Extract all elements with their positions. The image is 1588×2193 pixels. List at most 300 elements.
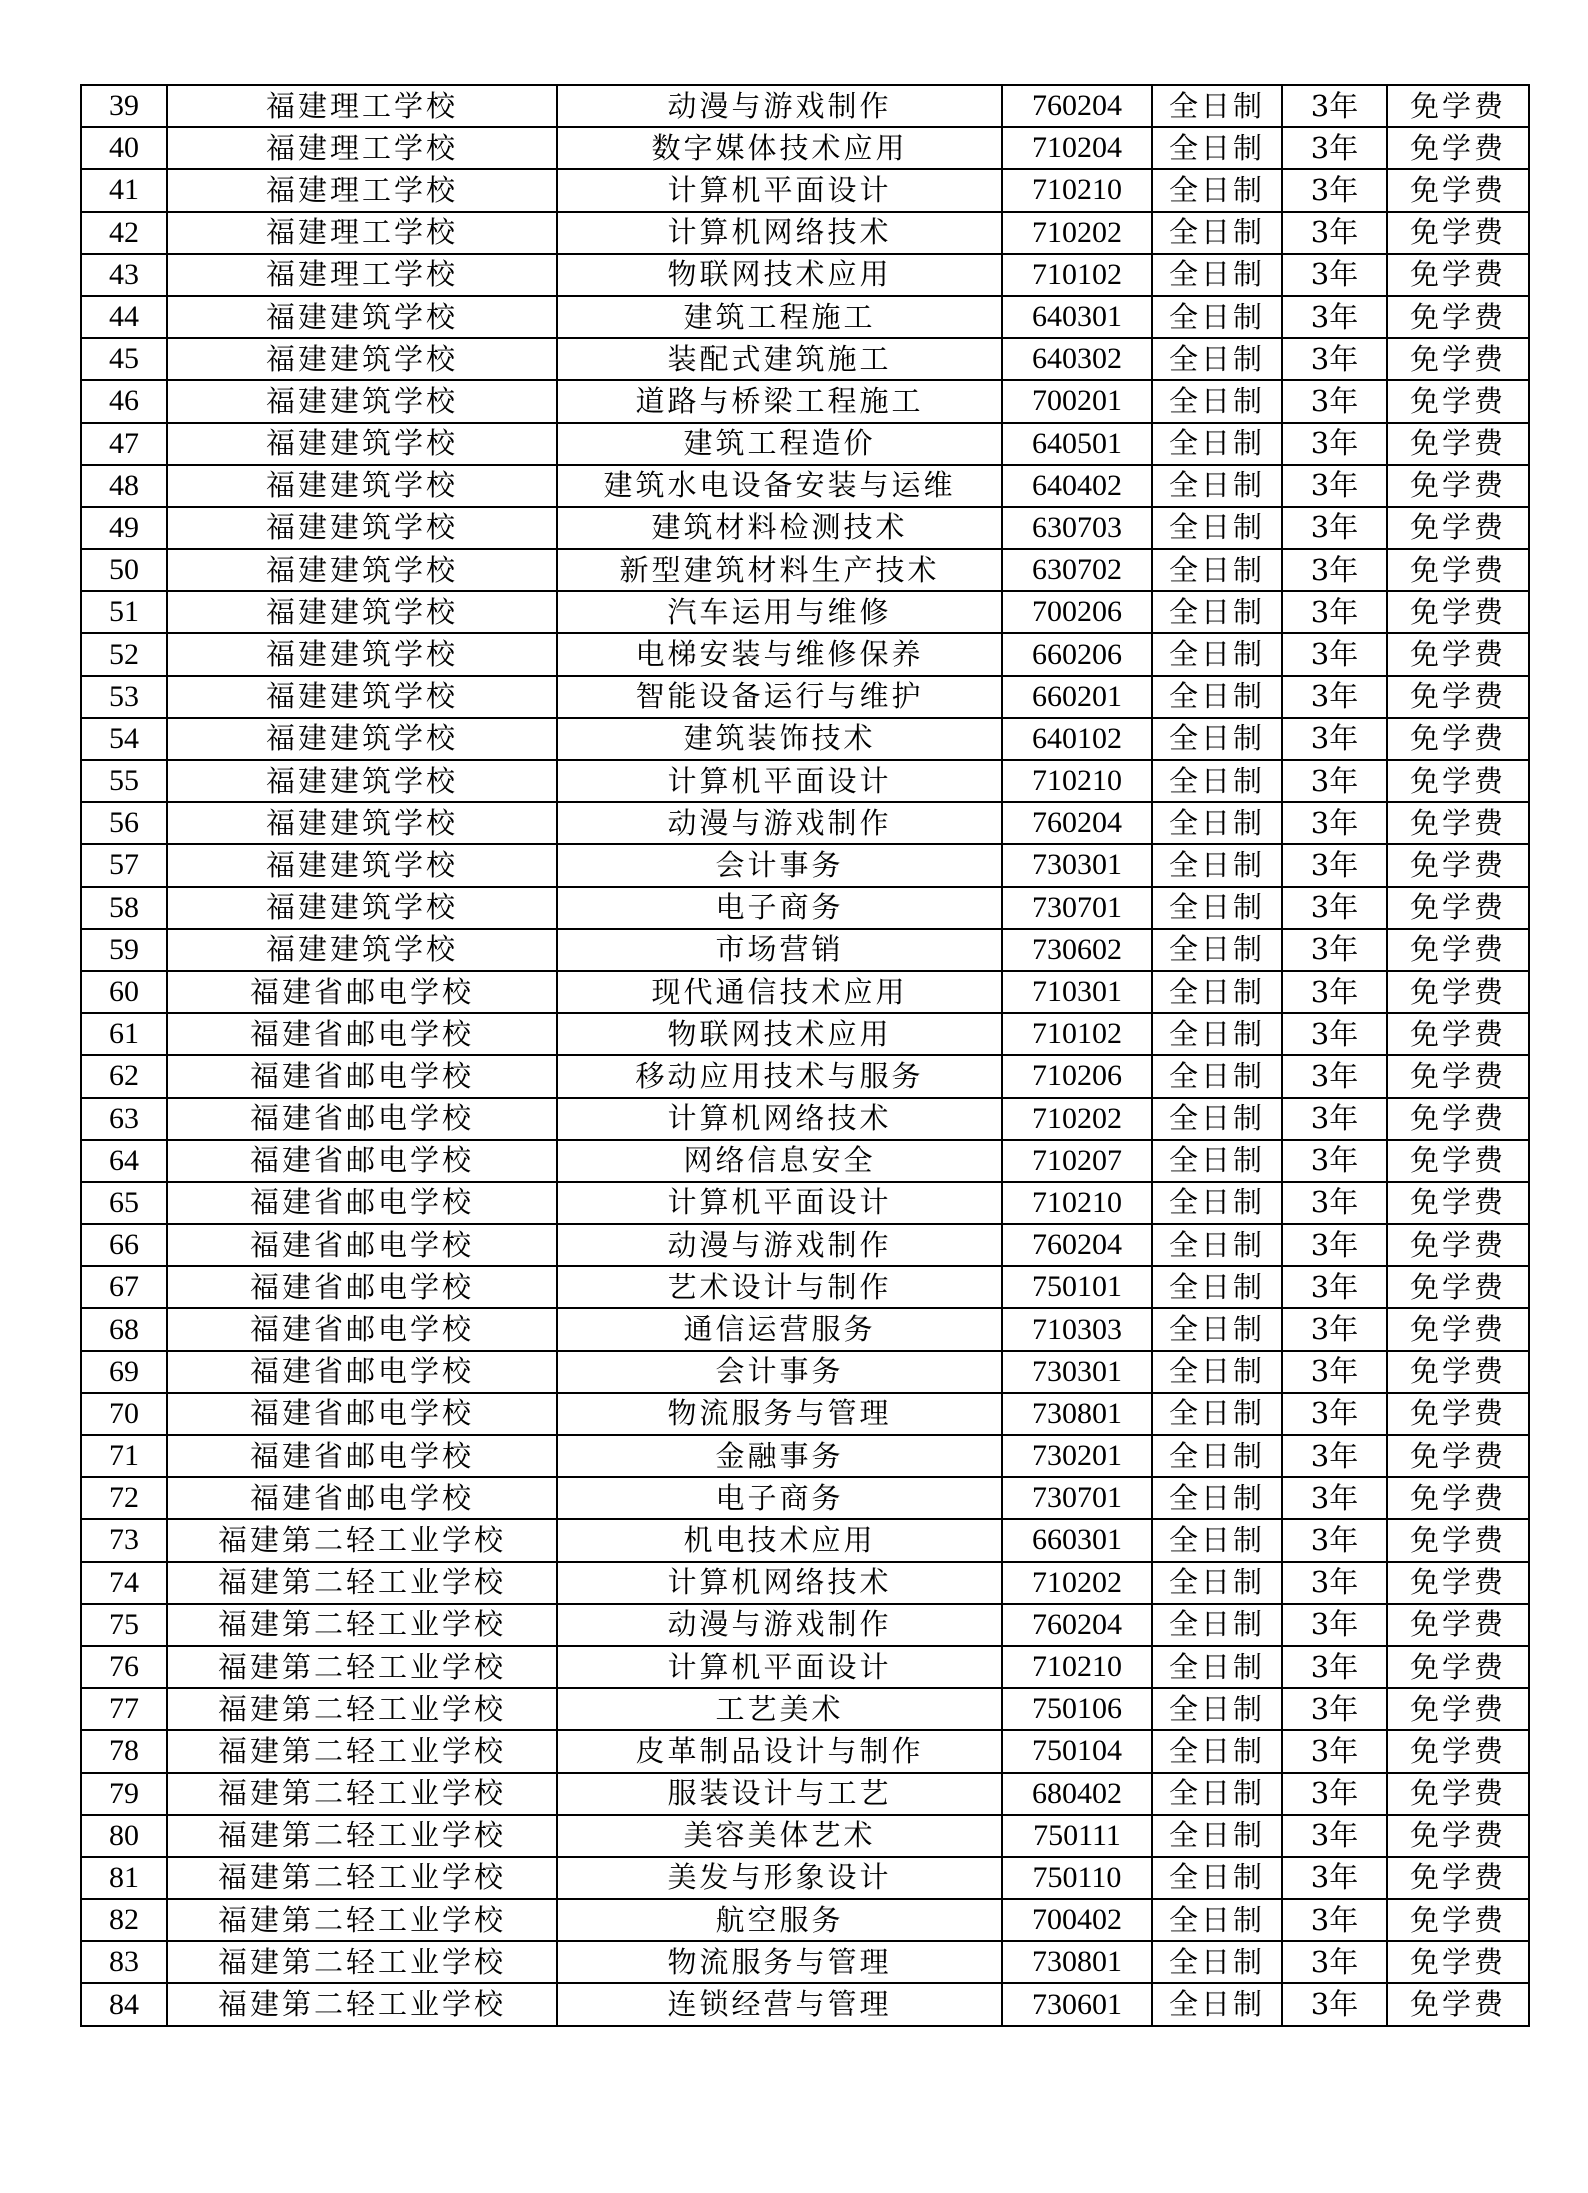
- table-row: [81, 887, 1529, 929]
- study-mode: 全日制: [1152, 676, 1282, 718]
- study-mode: 全日制: [1152, 212, 1282, 254]
- table-row: [81, 1519, 1529, 1561]
- study-mode: 全日制: [1152, 802, 1282, 844]
- school-name: 福建理工学校: [167, 85, 557, 127]
- row-number: 77: [81, 1688, 167, 1730]
- row-number: 39: [81, 85, 167, 127]
- major-code: 710301: [1002, 971, 1152, 1013]
- table-row: [81, 1773, 1529, 1815]
- tuition-status: 免学费: [1387, 802, 1529, 844]
- study-mode: 全日制: [1152, 971, 1282, 1013]
- major-code: 730301: [1002, 1351, 1152, 1393]
- table-row: [81, 1435, 1529, 1477]
- table-body: [81, 85, 1529, 2026]
- study-years: 3年: [1282, 85, 1387, 127]
- table-row: [81, 718, 1529, 760]
- major-name: 建筑工程造价: [557, 423, 1002, 465]
- study-years: 3年: [1282, 380, 1387, 422]
- study-mode: 全日制: [1152, 1351, 1282, 1393]
- row-number: 75: [81, 1604, 167, 1646]
- major-name: 装配式建筑施工: [557, 338, 1002, 380]
- tuition-status: 免学费: [1387, 1477, 1529, 1519]
- table-row: [81, 338, 1529, 380]
- row-number: 50: [81, 549, 167, 591]
- tuition-status: 免学费: [1387, 1562, 1529, 1604]
- study-years: 3年: [1282, 1815, 1387, 1857]
- row-number: 82: [81, 1899, 167, 1941]
- major-code: 730801: [1002, 1393, 1152, 1435]
- study-mode: 全日制: [1152, 549, 1282, 591]
- row-number: 71: [81, 1435, 167, 1477]
- school-name: 福建建筑学校: [167, 549, 557, 591]
- tuition-status: 免学费: [1387, 844, 1529, 886]
- row-number: 81: [81, 1857, 167, 1899]
- row-number: 57: [81, 844, 167, 886]
- major-name: 金融事务: [557, 1435, 1002, 1477]
- major-code: 730301: [1002, 844, 1152, 886]
- study-mode: 全日制: [1152, 296, 1282, 338]
- table-row: [81, 1140, 1529, 1182]
- school-name: 福建省邮电学校: [167, 1477, 557, 1519]
- major-name: 服装设计与工艺: [557, 1773, 1002, 1815]
- study-years: 3年: [1282, 1435, 1387, 1477]
- row-number: 49: [81, 507, 167, 549]
- tuition-status: 免学费: [1387, 212, 1529, 254]
- row-number: 72: [81, 1477, 167, 1519]
- table-row: [81, 1604, 1529, 1646]
- school-name: 福建省邮电学校: [167, 1140, 557, 1182]
- study-mode: 全日制: [1152, 1688, 1282, 1730]
- tuition-status: 免学费: [1387, 1773, 1529, 1815]
- study-years: 3年: [1282, 1140, 1387, 1182]
- row-number: 40: [81, 127, 167, 169]
- document-page: [80, 84, 1528, 2027]
- major-name: 电子商务: [557, 1477, 1002, 1519]
- major-code: 760204: [1002, 1224, 1152, 1266]
- major-code: 710210: [1002, 169, 1152, 211]
- table-row: [81, 1182, 1529, 1224]
- study-years: 3年: [1282, 1562, 1387, 1604]
- study-mode: 全日制: [1152, 633, 1282, 675]
- major-name: 新型建筑材料生产技术: [557, 549, 1002, 591]
- major-code: 730602: [1002, 929, 1152, 971]
- school-name: 福建省邮电学校: [167, 1393, 557, 1435]
- major-code: 710210: [1002, 760, 1152, 802]
- major-name: 建筑水电设备安装与运维: [557, 465, 1002, 507]
- study-years: 3年: [1282, 127, 1387, 169]
- major-code: 660201: [1002, 676, 1152, 718]
- school-name: 福建第二轻工业学校: [167, 1519, 557, 1561]
- row-number: 69: [81, 1351, 167, 1393]
- study-years: 3年: [1282, 633, 1387, 675]
- major-name: 通信运营服务: [557, 1308, 1002, 1350]
- study-mode: 全日制: [1152, 1773, 1282, 1815]
- table-row: [81, 1899, 1529, 1941]
- major-name: 智能设备运行与维护: [557, 676, 1002, 718]
- study-years: 3年: [1282, 212, 1387, 254]
- major-name: 建筑装饰技术: [557, 718, 1002, 760]
- row-number: 61: [81, 1013, 167, 1055]
- table-row: [81, 549, 1529, 591]
- major-name: 建筑工程施工: [557, 296, 1002, 338]
- row-number: 76: [81, 1646, 167, 1688]
- table-row: [81, 1688, 1529, 1730]
- major-code: 750104: [1002, 1730, 1152, 1772]
- study-mode: 全日制: [1152, 1393, 1282, 1435]
- major-name: 艺术设计与制作: [557, 1266, 1002, 1308]
- tuition-status: 免学费: [1387, 1815, 1529, 1857]
- study-mode: 全日制: [1152, 718, 1282, 760]
- major-code: 640402: [1002, 465, 1152, 507]
- row-number: 46: [81, 380, 167, 422]
- school-name: 福建理工学校: [167, 127, 557, 169]
- study-mode: 全日制: [1152, 85, 1282, 127]
- major-name: 计算机平面设计: [557, 1182, 1002, 1224]
- major-code: 730601: [1002, 1983, 1152, 2025]
- tuition-status: 免学费: [1387, 1519, 1529, 1561]
- tuition-status: 免学费: [1387, 971, 1529, 1013]
- table-row: [81, 633, 1529, 675]
- major-name: 电梯安装与维修保养: [557, 633, 1002, 675]
- tuition-status: 免学费: [1387, 1055, 1529, 1097]
- school-name: 福建第二轻工业学校: [167, 1857, 557, 1899]
- major-code: 640501: [1002, 423, 1152, 465]
- major-code: 710206: [1002, 1055, 1152, 1097]
- study-mode: 全日制: [1152, 1646, 1282, 1688]
- row-number: 63: [81, 1098, 167, 1140]
- study-years: 3年: [1282, 1730, 1387, 1772]
- study-mode: 全日制: [1152, 1013, 1282, 1055]
- study-years: 3年: [1282, 802, 1387, 844]
- table-row: [81, 465, 1529, 507]
- school-name: 福建第二轻工业学校: [167, 1646, 557, 1688]
- major-code: 710202: [1002, 1562, 1152, 1604]
- major-code: 750101: [1002, 1266, 1152, 1308]
- row-number: 45: [81, 338, 167, 380]
- study-mode: 全日制: [1152, 844, 1282, 886]
- table-row: [81, 212, 1529, 254]
- study-years: 3年: [1282, 296, 1387, 338]
- school-name: 福建省邮电学校: [167, 1224, 557, 1266]
- major-code: 700402: [1002, 1899, 1152, 1941]
- school-name: 福建建筑学校: [167, 633, 557, 675]
- row-number: 73: [81, 1519, 167, 1561]
- major-code: 710210: [1002, 1182, 1152, 1224]
- major-name: 会计事务: [557, 1351, 1002, 1393]
- row-number: 68: [81, 1308, 167, 1350]
- major-code: 760204: [1002, 85, 1152, 127]
- school-name: 福建省邮电学校: [167, 1435, 557, 1477]
- tuition-status: 免学费: [1387, 1435, 1529, 1477]
- major-code: 710204: [1002, 127, 1152, 169]
- study-years: 3年: [1282, 1351, 1387, 1393]
- study-years: 3年: [1282, 1224, 1387, 1266]
- study-mode: 全日制: [1152, 887, 1282, 929]
- study-mode: 全日制: [1152, 1435, 1282, 1477]
- tuition-status: 免学费: [1387, 1140, 1529, 1182]
- major-name: 连锁经营与管理: [557, 1983, 1002, 2025]
- row-number: 66: [81, 1224, 167, 1266]
- tuition-status: 免学费: [1387, 85, 1529, 127]
- tuition-status: 免学费: [1387, 676, 1529, 718]
- school-name: 福建建筑学校: [167, 887, 557, 929]
- study-years: 3年: [1282, 1773, 1387, 1815]
- table-row: [81, 591, 1529, 633]
- study-years: 3年: [1282, 1604, 1387, 1646]
- row-number: 42: [81, 212, 167, 254]
- tuition-status: 免学费: [1387, 169, 1529, 211]
- study-mode: 全日制: [1152, 507, 1282, 549]
- table-row: [81, 1308, 1529, 1350]
- major-name: 动漫与游戏制作: [557, 1224, 1002, 1266]
- major-name: 工艺美术: [557, 1688, 1002, 1730]
- table-row: [81, 380, 1529, 422]
- school-name: 福建第二轻工业学校: [167, 1941, 557, 1983]
- tuition-status: 免学费: [1387, 591, 1529, 633]
- major-name: 网络信息安全: [557, 1140, 1002, 1182]
- major-name: 物流服务与管理: [557, 1941, 1002, 1983]
- study-years: 3年: [1282, 1013, 1387, 1055]
- major-name: 物联网技术应用: [557, 254, 1002, 296]
- study-years: 3年: [1282, 1098, 1387, 1140]
- study-mode: 全日制: [1152, 254, 1282, 296]
- study-years: 3年: [1282, 1308, 1387, 1350]
- study-mode: 全日制: [1152, 1562, 1282, 1604]
- study-years: 3年: [1282, 254, 1387, 296]
- study-years: 3年: [1282, 971, 1387, 1013]
- study-years: 3年: [1282, 507, 1387, 549]
- table-row: [81, 1393, 1529, 1435]
- study-mode: 全日制: [1152, 1308, 1282, 1350]
- school-name: 福建建筑学校: [167, 338, 557, 380]
- major-code: 700206: [1002, 591, 1152, 633]
- school-name: 福建省邮电学校: [167, 1098, 557, 1140]
- major-name: 动漫与游戏制作: [557, 1604, 1002, 1646]
- table-row: [81, 1477, 1529, 1519]
- school-name: 福建省邮电学校: [167, 1266, 557, 1308]
- study-years: 3年: [1282, 1266, 1387, 1308]
- tuition-status: 免学费: [1387, 1604, 1529, 1646]
- tuition-status: 免学费: [1387, 1646, 1529, 1688]
- study-mode: 全日制: [1152, 1477, 1282, 1519]
- tuition-status: 免学费: [1387, 633, 1529, 675]
- school-name: 福建第二轻工业学校: [167, 1815, 557, 1857]
- major-name: 计算机平面设计: [557, 169, 1002, 211]
- major-code: 680402: [1002, 1773, 1152, 1815]
- major-name: 皮革制品设计与制作: [557, 1730, 1002, 1772]
- school-name: 福建建筑学校: [167, 802, 557, 844]
- study-years: 3年: [1282, 423, 1387, 465]
- tuition-status: 免学费: [1387, 127, 1529, 169]
- tuition-status: 免学费: [1387, 1308, 1529, 1350]
- row-number: 60: [81, 971, 167, 1013]
- school-name: 福建第二轻工业学校: [167, 1899, 557, 1941]
- major-name: 动漫与游戏制作: [557, 802, 1002, 844]
- table-row: [81, 1055, 1529, 1097]
- major-code: 700201: [1002, 380, 1152, 422]
- school-name: 福建建筑学校: [167, 760, 557, 802]
- major-code: 640302: [1002, 338, 1152, 380]
- school-name: 福建第二轻工业学校: [167, 1688, 557, 1730]
- study-mode: 全日制: [1152, 380, 1282, 422]
- row-number: 56: [81, 802, 167, 844]
- study-mode: 全日制: [1152, 1730, 1282, 1772]
- table-row: [81, 423, 1529, 465]
- major-name: 美发与形象设计: [557, 1857, 1002, 1899]
- major-code: 730701: [1002, 1477, 1152, 1519]
- major-name: 物流服务与管理: [557, 1393, 1002, 1435]
- study-years: 3年: [1282, 676, 1387, 718]
- table-row: [81, 1351, 1529, 1393]
- row-number: 64: [81, 1140, 167, 1182]
- study-mode: 全日制: [1152, 1182, 1282, 1224]
- table-row: [81, 1815, 1529, 1857]
- table-row: [81, 1857, 1529, 1899]
- row-number: 44: [81, 296, 167, 338]
- study-years: 3年: [1282, 338, 1387, 380]
- major-name: 机电技术应用: [557, 1519, 1002, 1561]
- major-code: 710102: [1002, 254, 1152, 296]
- school-name: 福建第二轻工业学校: [167, 1983, 557, 2025]
- school-name: 福建第二轻工业学校: [167, 1730, 557, 1772]
- row-number: 79: [81, 1773, 167, 1815]
- study-mode: 全日制: [1152, 169, 1282, 211]
- tuition-status: 免学费: [1387, 929, 1529, 971]
- study-mode: 全日制: [1152, 465, 1282, 507]
- major-code: 760204: [1002, 1604, 1152, 1646]
- major-name: 航空服务: [557, 1899, 1002, 1941]
- tuition-status: 免学费: [1387, 338, 1529, 380]
- tuition-status: 免学费: [1387, 1941, 1529, 1983]
- major-code: 710303: [1002, 1308, 1152, 1350]
- major-code: 640102: [1002, 718, 1152, 760]
- table-row: [81, 802, 1529, 844]
- tuition-status: 免学费: [1387, 1351, 1529, 1393]
- major-code: 710102: [1002, 1013, 1152, 1055]
- study-mode: 全日制: [1152, 1098, 1282, 1140]
- row-number: 83: [81, 1941, 167, 1983]
- study-years: 3年: [1282, 844, 1387, 886]
- row-number: 48: [81, 465, 167, 507]
- major-name: 计算机网络技术: [557, 1098, 1002, 1140]
- school-name: 福建建筑学校: [167, 591, 557, 633]
- table-row: [81, 760, 1529, 802]
- tuition-status: 免学费: [1387, 1393, 1529, 1435]
- tuition-status: 免学费: [1387, 718, 1529, 760]
- row-number: 59: [81, 929, 167, 971]
- table-row: [81, 971, 1529, 1013]
- study-mode: 全日制: [1152, 1941, 1282, 1983]
- study-years: 3年: [1282, 1519, 1387, 1561]
- school-name: 福建理工学校: [167, 212, 557, 254]
- major-name: 计算机平面设计: [557, 760, 1002, 802]
- school-name: 福建省邮电学校: [167, 1351, 557, 1393]
- row-number: 62: [81, 1055, 167, 1097]
- major-code: 640301: [1002, 296, 1152, 338]
- major-code: 630703: [1002, 507, 1152, 549]
- row-number: 41: [81, 169, 167, 211]
- major-name: 市场营销: [557, 929, 1002, 971]
- study-years: 3年: [1282, 1055, 1387, 1097]
- row-number: 70: [81, 1393, 167, 1435]
- tuition-status: 免学费: [1387, 760, 1529, 802]
- table-row: [81, 1562, 1529, 1604]
- row-number: 74: [81, 1562, 167, 1604]
- school-name: 福建建筑学校: [167, 507, 557, 549]
- major-code: 710202: [1002, 1098, 1152, 1140]
- table-row: [81, 1013, 1529, 1055]
- table-row: [81, 844, 1529, 886]
- table-row: [81, 296, 1529, 338]
- row-number: 67: [81, 1266, 167, 1308]
- study-years: 3年: [1282, 1477, 1387, 1519]
- tuition-status: 免学费: [1387, 1013, 1529, 1055]
- row-number: 43: [81, 254, 167, 296]
- major-code: 750106: [1002, 1688, 1152, 1730]
- school-name: 福建建筑学校: [167, 380, 557, 422]
- major-code: 760204: [1002, 802, 1152, 844]
- school-name: 福建建筑学校: [167, 423, 557, 465]
- tuition-status: 免学费: [1387, 887, 1529, 929]
- row-number: 84: [81, 1983, 167, 2025]
- tuition-status: 免学费: [1387, 1730, 1529, 1772]
- row-number: 78: [81, 1730, 167, 1772]
- table-row: [81, 127, 1529, 169]
- school-name: 福建第二轻工业学校: [167, 1773, 557, 1815]
- table-row: [81, 676, 1529, 718]
- study-years: 3年: [1282, 1688, 1387, 1730]
- school-name: 福建建筑学校: [167, 929, 557, 971]
- row-number: 80: [81, 1815, 167, 1857]
- study-mode: 全日制: [1152, 760, 1282, 802]
- table-row: [81, 1266, 1529, 1308]
- major-code: 710202: [1002, 212, 1152, 254]
- major-name: 动漫与游戏制作: [557, 85, 1002, 127]
- study-mode: 全日制: [1152, 1899, 1282, 1941]
- tuition-status: 免学费: [1387, 1266, 1529, 1308]
- tuition-status: 免学费: [1387, 380, 1529, 422]
- school-name: 福建省邮电学校: [167, 1182, 557, 1224]
- major-name: 电子商务: [557, 887, 1002, 929]
- tuition-status: 免学费: [1387, 296, 1529, 338]
- table-row: [81, 1730, 1529, 1772]
- row-number: 65: [81, 1182, 167, 1224]
- tuition-status: 免学费: [1387, 549, 1529, 591]
- study-years: 3年: [1282, 929, 1387, 971]
- study-mode: 全日制: [1152, 1055, 1282, 1097]
- study-mode: 全日制: [1152, 1266, 1282, 1308]
- study-mode: 全日制: [1152, 338, 1282, 380]
- tuition-status: 免学费: [1387, 1688, 1529, 1730]
- major-name: 会计事务: [557, 844, 1002, 886]
- school-name: 福建第二轻工业学校: [167, 1604, 557, 1646]
- major-name: 现代通信技术应用: [557, 971, 1002, 1013]
- study-mode: 全日制: [1152, 127, 1282, 169]
- study-years: 3年: [1282, 1941, 1387, 1983]
- school-name: 福建建筑学校: [167, 465, 557, 507]
- school-name: 福建建筑学校: [167, 844, 557, 886]
- study-mode: 全日制: [1152, 929, 1282, 971]
- enrollment-table: [80, 84, 1530, 2027]
- table-row: [81, 1646, 1529, 1688]
- major-code: 750110: [1002, 1857, 1152, 1899]
- table-row: [81, 1983, 1529, 2025]
- school-name: 福建建筑学校: [167, 296, 557, 338]
- study-years: 3年: [1282, 718, 1387, 760]
- major-name: 计算机平面设计: [557, 1646, 1002, 1688]
- table-row: [81, 507, 1529, 549]
- study-mode: 全日制: [1152, 1519, 1282, 1561]
